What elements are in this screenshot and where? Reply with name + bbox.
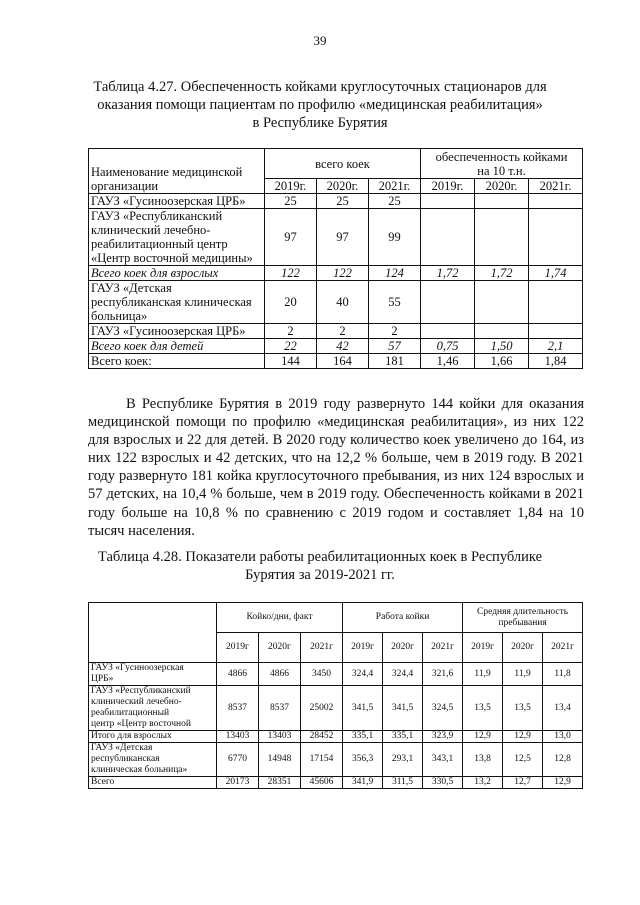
value-cell: 4866 xyxy=(259,663,301,686)
value-cell: 25 xyxy=(265,194,317,209)
org-name-cell: Итого для взрослых xyxy=(89,731,217,743)
value-cell: 181 xyxy=(369,354,421,369)
value-cell: 22 xyxy=(265,339,317,354)
value-cell: 311,5 xyxy=(383,777,423,789)
value-cell xyxy=(475,209,529,266)
value-cell: 3450 xyxy=(301,663,343,686)
value-cell: 11,9 xyxy=(503,663,543,686)
year-header-row: 2019г. 2020г. 2021г. 2019г. 2020г. 2021г. xyxy=(89,179,583,194)
table-row xyxy=(89,686,583,731)
value-cell: 13,8 xyxy=(463,743,503,777)
value-cell: 12,9 xyxy=(543,777,583,789)
org-name-cell: ГАУЗ «Гусиноозерская ЦРБ» xyxy=(89,663,217,686)
value-cell: 2 xyxy=(265,324,317,339)
table-row xyxy=(89,194,583,209)
table-row xyxy=(89,324,583,339)
value-cell xyxy=(529,324,583,339)
table-row xyxy=(89,743,583,777)
value-cell: 1,74 xyxy=(529,266,583,281)
table-row xyxy=(89,731,583,743)
value-cell: 1,66 xyxy=(475,354,529,369)
bed-performance-table xyxy=(88,602,583,789)
org-name-cell: Всего xyxy=(89,777,217,789)
value-cell: 13,2 xyxy=(463,777,503,789)
value-cell: 8537 xyxy=(217,686,259,731)
value-cell xyxy=(529,281,583,324)
value-cell: 13,4 xyxy=(543,686,583,731)
value-cell: 25 xyxy=(369,194,421,209)
value-cell: 12,9 xyxy=(503,731,543,743)
value-cell: 20 xyxy=(265,281,317,324)
value-cell: 124 xyxy=(369,266,421,281)
value-cell: 1,72 xyxy=(475,266,529,281)
table-row xyxy=(89,663,583,686)
value-cell: 2 xyxy=(369,324,421,339)
value-cell xyxy=(529,194,583,209)
table-row xyxy=(89,777,583,789)
table-row xyxy=(89,266,583,281)
table-row xyxy=(89,354,583,369)
table-row xyxy=(89,339,583,354)
value-cell: 335,1 xyxy=(343,731,383,743)
value-cell: 122 xyxy=(317,266,369,281)
body-paragraph: В Республике Бурятия в 2019 году развернуто 144 койки для оказания медицинской помощи по профилю «медицинская реабилитация», из них 122 для взрослых и 22 для детей. В 2020 году количество коек увеличено до 164, из них 122 взрослых и 42 детских, что на 12,2 % больше, чем в 2019 году. В 2021 году развернуто 181 койка круглосуточного пребывания, из них 124 взрослых и 57 детских, на 10,4 % больше, чем в 2019 году. Обеспеченность койками в 2021 году больше на 10,8 % по сравнению с 2019 годом и составляет 1,84 на 10 тысяч населения. xyxy=(88,396,584,539)
value-cell: 13,5 xyxy=(463,686,503,731)
value-cell: 42 xyxy=(317,339,369,354)
org-name-header: Наименование медицинской организации xyxy=(89,149,265,194)
value-cell: 25 xyxy=(317,194,369,209)
value-cell: 330,5 xyxy=(423,777,463,789)
value-cell xyxy=(475,281,529,324)
beds-per-10k-header: обеспеченность койками на 10 т.н. xyxy=(421,149,583,179)
beds-table xyxy=(88,148,583,369)
value-cell: 164 xyxy=(317,354,369,369)
value-cell: 6770 xyxy=(217,743,259,777)
org-name-cell: ГАУЗ «Гусиноозерская ЦРБ» xyxy=(89,194,265,209)
value-cell: 55 xyxy=(369,281,421,324)
org-name-cell: Всего коек: xyxy=(89,354,265,369)
value-cell: 12,9 xyxy=(463,731,503,743)
value-cell: 12,5 xyxy=(503,743,543,777)
value-cell: 4866 xyxy=(217,663,259,686)
value-cell: 0,75 xyxy=(421,339,475,354)
value-cell: 324,4 xyxy=(343,663,383,686)
value-cell xyxy=(475,194,529,209)
value-cell: 144 xyxy=(265,354,317,369)
page-number: 39 xyxy=(313,33,327,48)
org-name-cell: Всего коек для взрослых xyxy=(89,266,265,281)
value-cell: 25002 xyxy=(301,686,343,731)
value-cell: 28452 xyxy=(301,731,343,743)
value-cell: 40 xyxy=(317,281,369,324)
value-cell: 341,5 xyxy=(383,686,423,731)
value-cell xyxy=(475,324,529,339)
value-cell xyxy=(529,209,583,266)
value-cell: 1,84 xyxy=(529,354,583,369)
value-cell xyxy=(421,324,475,339)
value-cell: 20173 xyxy=(217,777,259,789)
value-cell: 11,8 xyxy=(543,663,583,686)
table-row xyxy=(89,281,583,324)
value-cell: 12,7 xyxy=(503,777,543,789)
value-cell: 2,1 xyxy=(529,339,583,354)
avg-stay-header: Средняя длительность пребывания xyxy=(463,603,583,633)
org-name-cell: ГАУЗ «Республиканский клинический лечебно- реабилитационный центр «Центр восточной медицины» xyxy=(89,209,265,266)
table1-caption: Таблица 4.27. Обеспеченность койками круглосуточных стационаров для оказания помощи пациентам по профилю «медицинская реабилитация» в Республике Бурятия xyxy=(93,79,547,131)
value-cell: 13,0 xyxy=(543,731,583,743)
org-name-cell: ГАУЗ «Детская республиканская клиническая больница» xyxy=(89,743,217,777)
value-cell: 28351 xyxy=(259,777,301,789)
value-cell: 11,9 xyxy=(463,663,503,686)
value-cell: 335,1 xyxy=(383,731,423,743)
total-beds-header: всего коек xyxy=(265,149,421,179)
value-cell: 12,8 xyxy=(543,743,583,777)
value-cell: 1,46 xyxy=(421,354,475,369)
value-cell xyxy=(421,194,475,209)
value-cell: 1,72 xyxy=(421,266,475,281)
value-cell xyxy=(421,209,475,266)
value-cell: 356,3 xyxy=(343,743,383,777)
value-cell: 321,6 xyxy=(423,663,463,686)
table2-caption: Таблица 4.28. Показатели работы реабилитационных коек в Республике Бурятия за 2019-2021 гг. xyxy=(97,549,543,583)
value-cell: 13403 xyxy=(217,731,259,743)
org-name-header xyxy=(89,603,217,663)
value-cell: 341,5 xyxy=(343,686,383,731)
value-cell: 13403 xyxy=(259,731,301,743)
year-header-row: 2019г 2020г 2021г 2019г 2020г 2021г 2019г 2020г 2021г xyxy=(89,633,583,663)
value-cell xyxy=(421,281,475,324)
value-cell: 8537 xyxy=(259,686,301,731)
value-cell: 45606 xyxy=(301,777,343,789)
value-cell: 324,5 xyxy=(423,686,463,731)
value-cell: 97 xyxy=(265,209,317,266)
value-cell: 99 xyxy=(369,209,421,266)
value-cell: 57 xyxy=(369,339,421,354)
value-cell: 1,50 xyxy=(475,339,529,354)
bed-days-header: Койко/дни, факт xyxy=(217,603,343,633)
org-name-cell: ГАУЗ «Республиканский клинический лечебно- реабилитационный центр «Центр восточной xyxy=(89,686,217,731)
value-cell: 97 xyxy=(317,209,369,266)
value-cell: 323,9 xyxy=(423,731,463,743)
value-cell: 13,5 xyxy=(503,686,543,731)
table-row xyxy=(89,209,583,266)
org-name-cell: ГАУЗ «Детская республиканская клиническая больница» xyxy=(89,281,265,324)
value-cell: 122 xyxy=(265,266,317,281)
value-cell: 2 xyxy=(317,324,369,339)
value-cell: 17154 xyxy=(301,743,343,777)
value-cell: 324,4 xyxy=(383,663,423,686)
value-cell: 343,1 xyxy=(423,743,463,777)
org-name-cell: Всего коек для детей xyxy=(89,339,265,354)
value-cell: 341,9 xyxy=(343,777,383,789)
value-cell: 14948 xyxy=(259,743,301,777)
value-cell: 293,1 xyxy=(383,743,423,777)
bed-work-header: Работа койки xyxy=(343,603,463,633)
org-name-cell: ГАУЗ «Гусиноозерская ЦРБ» xyxy=(89,324,265,339)
